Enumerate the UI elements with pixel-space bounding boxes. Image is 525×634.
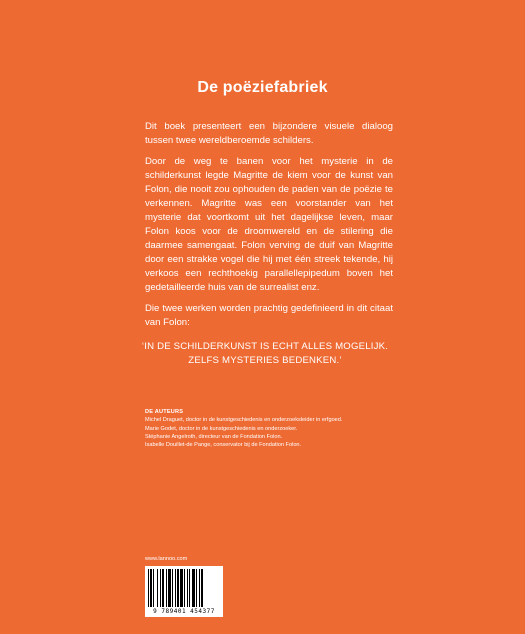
barcode-bar bbox=[175, 569, 176, 607]
authors-section bbox=[145, 408, 445, 449]
barcode-bar bbox=[189, 569, 190, 607]
barcode-bar bbox=[184, 569, 185, 607]
author-line: Michel Draguet, doctor in de kunstgeschiedenis en onderzoeksleider in erfgoed. bbox=[145, 417, 343, 424]
barcode-bar bbox=[192, 569, 195, 607]
blurb-paragraph-3: Die twee werken worden prachtig gedefinieerd in dit citaat van Folon: bbox=[145, 303, 393, 328]
isbn-barcode bbox=[145, 566, 223, 617]
folon-quote bbox=[130, 340, 400, 368]
barcode-bar bbox=[162, 569, 164, 607]
publisher-website: www.lannoo.com bbox=[145, 556, 188, 562]
authors-heading: DE AUTEURS bbox=[145, 409, 184, 415]
author-line: Marie Godet, doctor in de kunstgeschiedenis en onderzoeker. bbox=[145, 425, 298, 432]
barcode-bar bbox=[196, 569, 197, 607]
barcode-bar bbox=[148, 569, 149, 607]
blurb-paragraph-2: Door de weg te banen voor het mysterie in de schilderkunst legde Magritte de kiem voor de kunst van Folon, die nooit zou ophouden de paden van de poëzie te verkennen. Magritte was een voorstander van het mysterie dat voortkomt uit het dagelijkse leven, maar Folon koos voor de droomwereld en de stilering die daarmee samengaat. Folon verving de duif van Magritte door een strakke vogel die hij met één streek tekende, hij verkoos een rechthoekig parallellepipedum boven het gedetailleerde huis van de surrealist enz. bbox=[145, 156, 393, 293]
barcode-bar bbox=[160, 569, 161, 607]
quote-line-1: ‘IN DE SCHILDERKUNST IS ECHT ALLES MOGELIJK. bbox=[141, 341, 389, 352]
book-title: De poëziefabriek bbox=[197, 79, 328, 96]
barcode-bar bbox=[177, 569, 179, 607]
barcode-bar bbox=[166, 569, 167, 607]
barcode-bar bbox=[168, 569, 171, 607]
author-line: Stéphanie Angelroth, directeur van de Fondation Folon. bbox=[145, 433, 283, 440]
barcode-bar bbox=[201, 569, 203, 607]
barcode-bar bbox=[172, 569, 173, 607]
blurb-paragraph-1: Dit boek presenteert een bijzondere visuele dialoog tussen twee wereldberoemde schilders. bbox=[145, 121, 393, 146]
barcode-bar bbox=[199, 569, 200, 607]
barcode-bar bbox=[150, 569, 152, 607]
isbn-digits: 9 789401 454377 bbox=[153, 608, 215, 615]
author-line: Isabelle Douillet-de Pange, conservator bij de Fondation Folon. bbox=[145, 442, 302, 449]
barcode-bars bbox=[148, 569, 220, 607]
barcode-bar bbox=[180, 569, 183, 607]
quote-line-2: ZELFS MYSTERIES BEDENKEN.’ bbox=[188, 355, 342, 366]
barcode-bar bbox=[153, 569, 154, 607]
barcode-bar bbox=[187, 569, 188, 607]
blurb bbox=[145, 120, 393, 337]
barcode-bar bbox=[157, 569, 158, 607]
